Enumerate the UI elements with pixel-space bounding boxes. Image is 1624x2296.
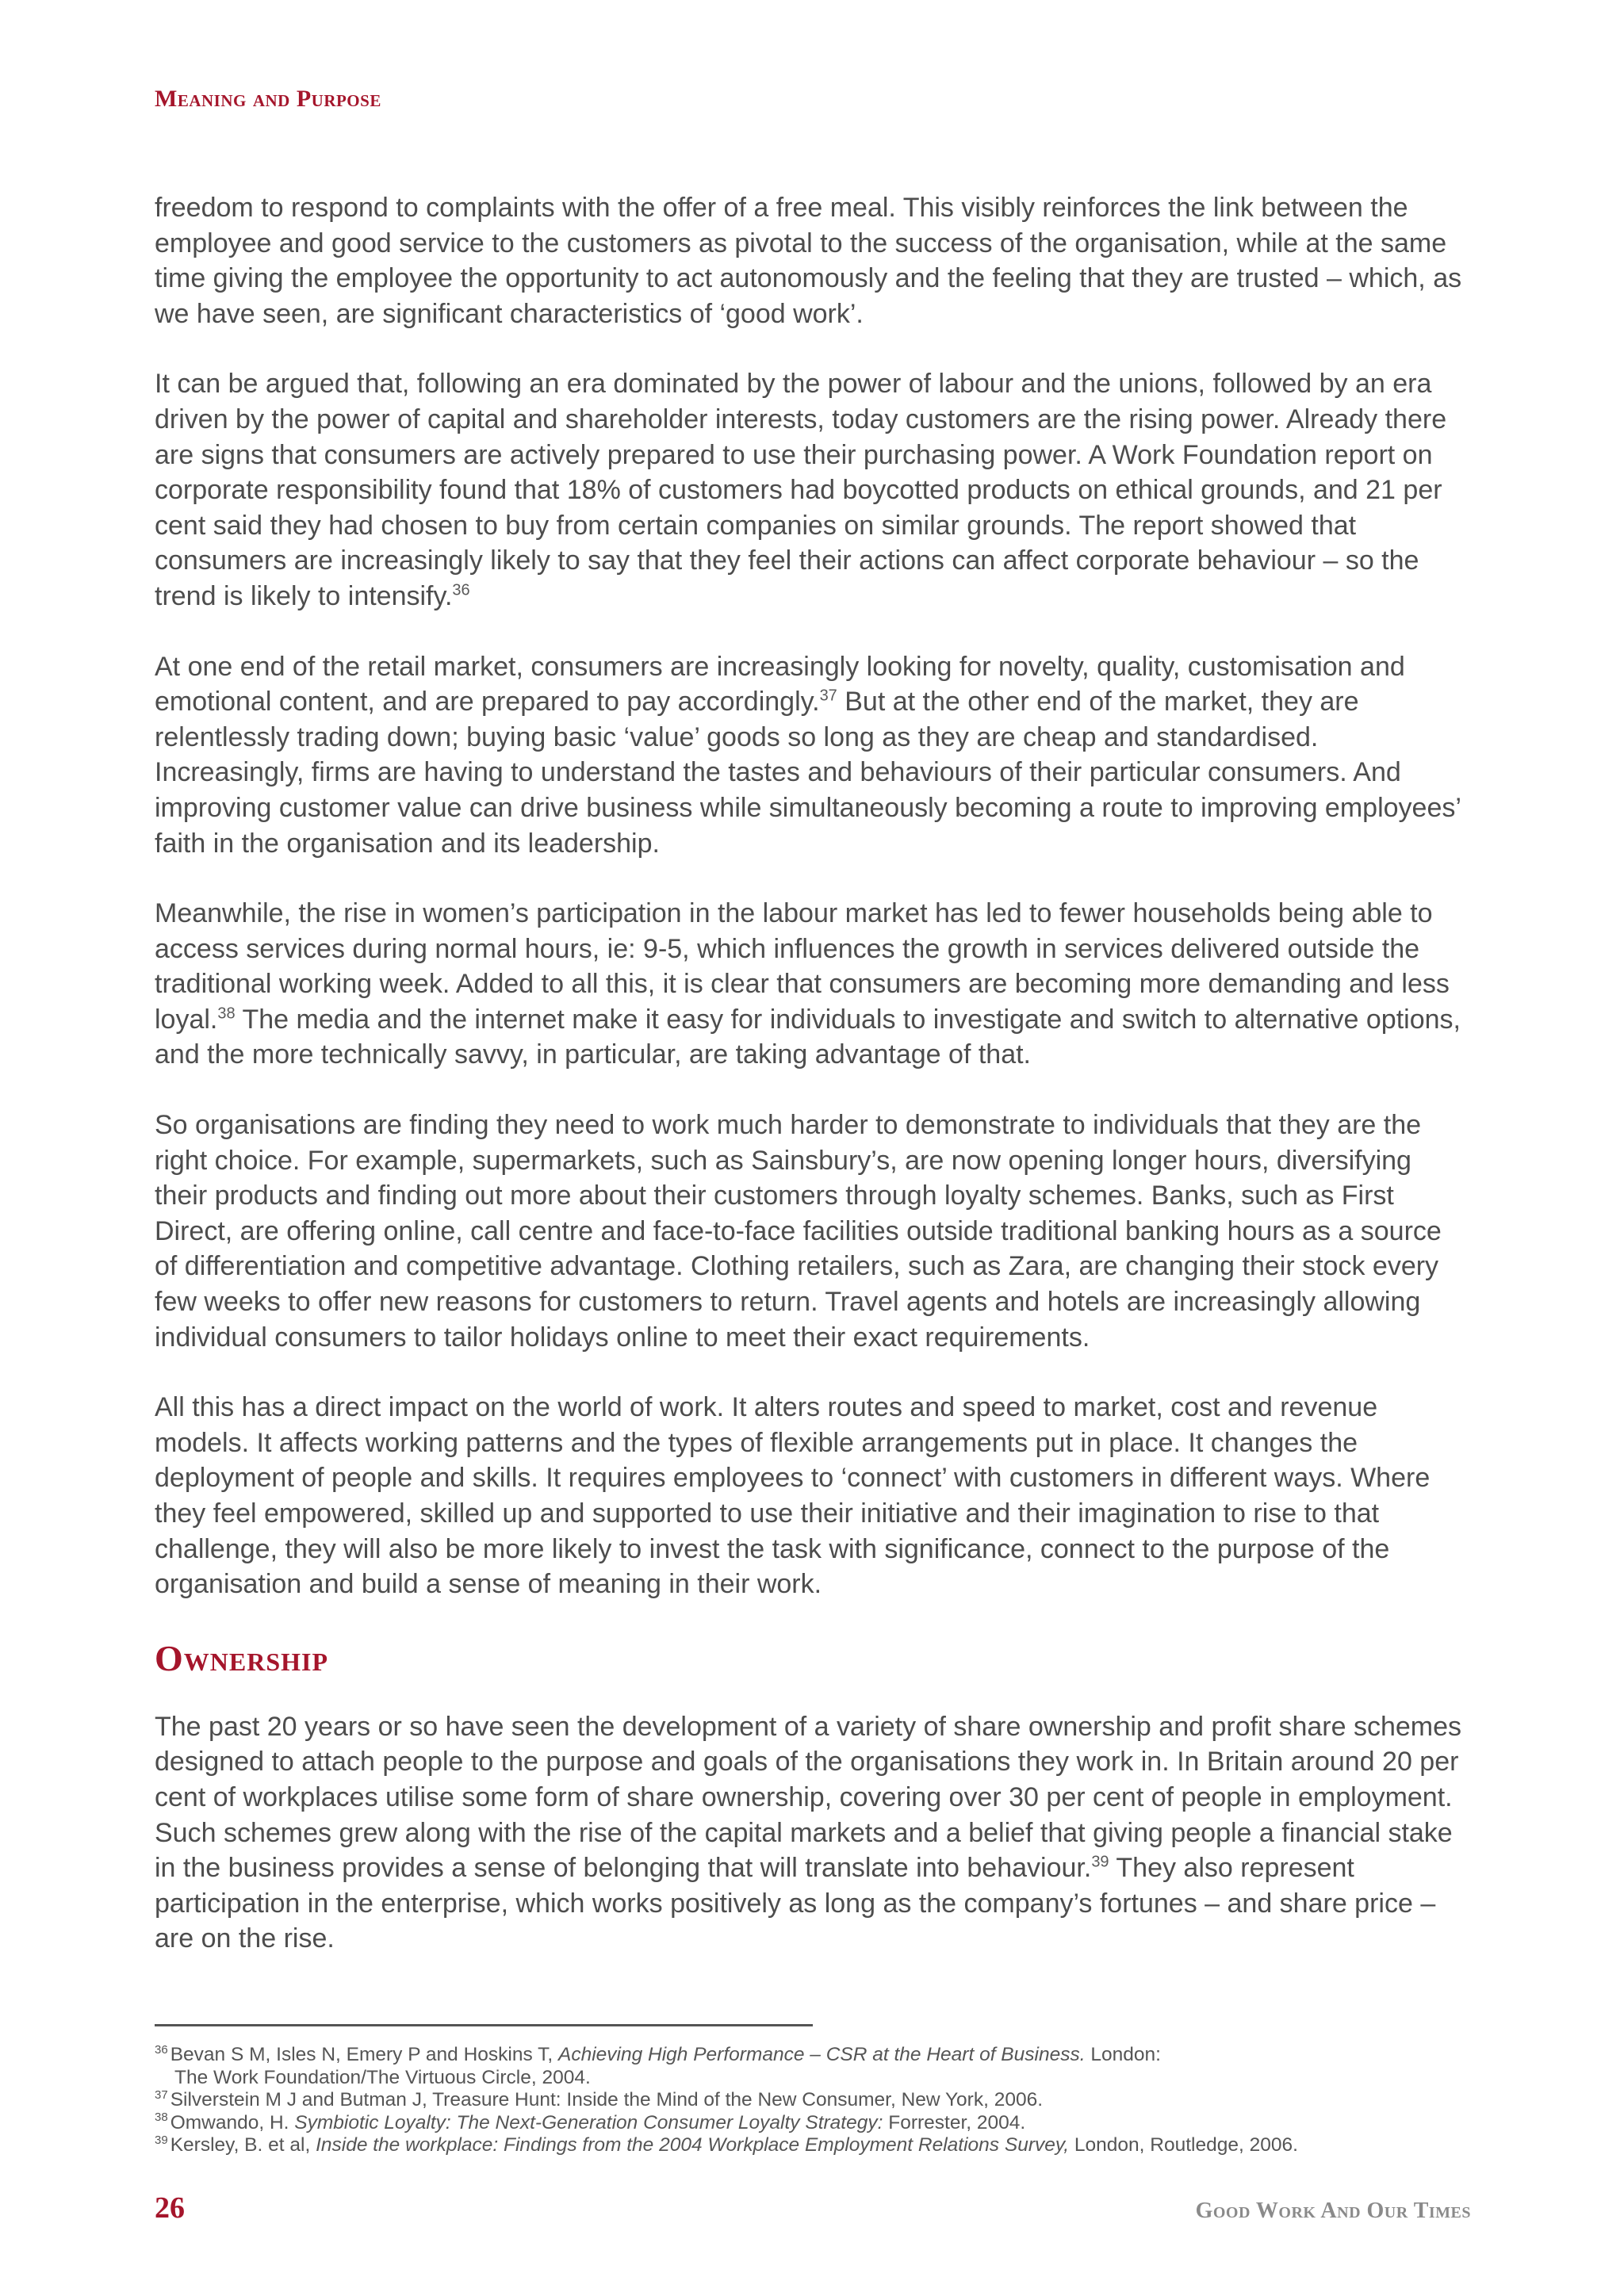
footnote-number: 39 (155, 2133, 168, 2147)
footnote-number: 38 (155, 2110, 168, 2125)
footnote-ref[interactable]: 38 (217, 1004, 236, 1023)
footnote-text: Forrester, 2004. (883, 2111, 1026, 2133)
paragraph-text: Meanwhile, the rise in women’s participation in the labour market has led to fewer households being able to access services during normal hours, ie: 9-5, which influences the growth in services delivered outside the traditional working week. Added to all this, it is clear that consumers are becoming more demanding and less loyal. (155, 898, 1450, 1035)
footnote-title: Symbiotic Loyalty: The Next-Generation Consumer Loyalty Strategy: (294, 2111, 883, 2133)
footnote-number: 36 (155, 2042, 168, 2057)
document-page (155, 0, 1471, 2296)
paragraph-text: They also represent participation in the enterprise, which works positively as long as the company’s fortunes – and share price – are on the rise. (155, 1853, 1436, 1954)
paragraph: So organisations are finding they need to work much harder to demonstrate to individuals that they are the right choice. For example, supermarkets, such as Sainsbury’s, are now opening longer hours, diversifying their products and finding out more about their customers through loyalty schemes. Banks, such as First Direct, are offering online, call centre and face-to-face facilities outside traditional banking hours as a source of differentiation and competitive advantage. Clothing retailers, such as Zara, are changing their stock every few weeks to offer new reasons for customers to return. Travel agents and hotels are increasingly allowing individual consumers to tailor holidays online to meet their exact requirements. (155, 1110, 1442, 1353)
paragraph-text: It can be argued that, following an era dominated by the power of labour and the unions, followed by an era driven by the power of capital and shareholder interests, today customers are the rising power. Already there are signs that consumers are actively prepared to use their purchasing power. A Work Foundation report on corporate responsibility found that 18% of customers had boycotted products on ethical grounds, and 21 per cent said they had chosen to buy from certain companies on similar grounds. The report showed that consumers are increasingly likely to say that they feel their actions can affect corporate behaviour – so the trend is likely to intensify. (155, 369, 1447, 611)
page-number: 26 (155, 2191, 185, 2225)
paragraph-text: The media and the internet make it easy for individuals to investigate and switch to alternative options, and the more technically savvy, in particular, are taking advantage of that. (155, 1004, 1461, 1070)
paragraph-text: At one end of the retail market, consumers are increasingly looking for novelty, quality, customisation and emotional content, and are prepared to pay accordingly. (155, 651, 1405, 718)
running-header: Meaning and Purpose (155, 86, 381, 112)
paragraph (155, 649, 1471, 862)
footnote-ref[interactable]: 39 (1091, 1853, 1109, 1871)
footnote-divider (155, 2024, 813, 2026)
footnote-ref[interactable]: 36 (452, 581, 470, 599)
paragraph (155, 896, 1471, 1073)
paragraph: freedom to respond to complaints with the offer of a free meal. This visibly reinforces the link between the employee and good service to the customers as pivotal to the success of the organisation, while at the same time giving the employee the opportunity to act autonomously and the feeling that they are trusted – which, as we have seen, are significant characteristics of ‘good work’. (155, 193, 1462, 329)
footnote-text: London, Routledge, 2006. (1069, 2134, 1298, 2156)
footnote-text: London: (1085, 2044, 1161, 2065)
footnote-text: Bevan S M, Isles N, Emery P and Hoskins T, (170, 2044, 558, 2065)
footnote (155, 2134, 1471, 2157)
footnote-text: Omwando, H. (170, 2111, 295, 2133)
footnote (155, 2112, 1471, 2135)
body-text (155, 190, 1471, 1992)
paragraph (155, 1709, 1471, 1957)
footnote-ref[interactable]: 37 (819, 687, 837, 705)
footnote-text: The Work Foundation/The Virtuous Circle, 2004. (174, 2066, 591, 2088)
footnote (155, 2089, 1471, 2112)
footnote (155, 2044, 1471, 2089)
footnote-title: Inside the workplace: Findings from the 2004 Workplace Employment Relations Survey, (316, 2134, 1070, 2156)
paragraph-text: The past 20 years or so have seen the development of a variety of share ownership and profit share schemes designed to attach people to the purpose and goals of the organisations they work in. In Britain around 20 per cent of workplaces utilise some form of share ownership, covering over 30 per cent of people in employment. Such schemes grew along with the rise of the capital markets and a belief that giving people a financial stake in the business provides a sense of belonging that will translate into behaviour. (155, 1711, 1462, 1884)
footnotes (155, 2044, 1471, 2157)
paragraph: All this has a direct impact on the world of work. It alters routes and speed to market, cost and revenue models. It affects working patterns and the types of flexible arrangements put in place. It changes the deployment of people and skills. It requires employees to ‘connect’ with customers in different ways. Where they feel empowered, skilled up and supported to use their initiative and their imagination to rise to that challenge, they will also be more likely to invest the task with significance, connect to the purpose of the organisation and build a sense of meaning in their work. (155, 1392, 1431, 1600)
paragraph-text: But at the other end of the market, they are relentlessly trading down; buying basic ‘value’ goods so long as they are cheap and standardised. Increasingly, firms are having to understand the tastes and behaviours of their particular consumers. And improving customer value can drive business while simultaneously becoming a route to improving employees’ faith in the organisation and its leadership. (155, 687, 1461, 859)
footnote-title: Achieving High Performance – CSR at the Heart of Business. (557, 2044, 1086, 2065)
section-heading: Ownership (155, 1637, 329, 1678)
footnote-text: Kersley, B. et al, (170, 2134, 316, 2156)
paragraph (155, 366, 1471, 614)
footnote-number: 37 (155, 2087, 168, 2102)
footnote-text: Silverstein M J and Butman J, Treasure Hunt: Inside the Mind of the New Consumer, New York, 2006. (170, 2089, 1044, 2110)
running-footer: Good Work And Our Times (1195, 2198, 1471, 2223)
